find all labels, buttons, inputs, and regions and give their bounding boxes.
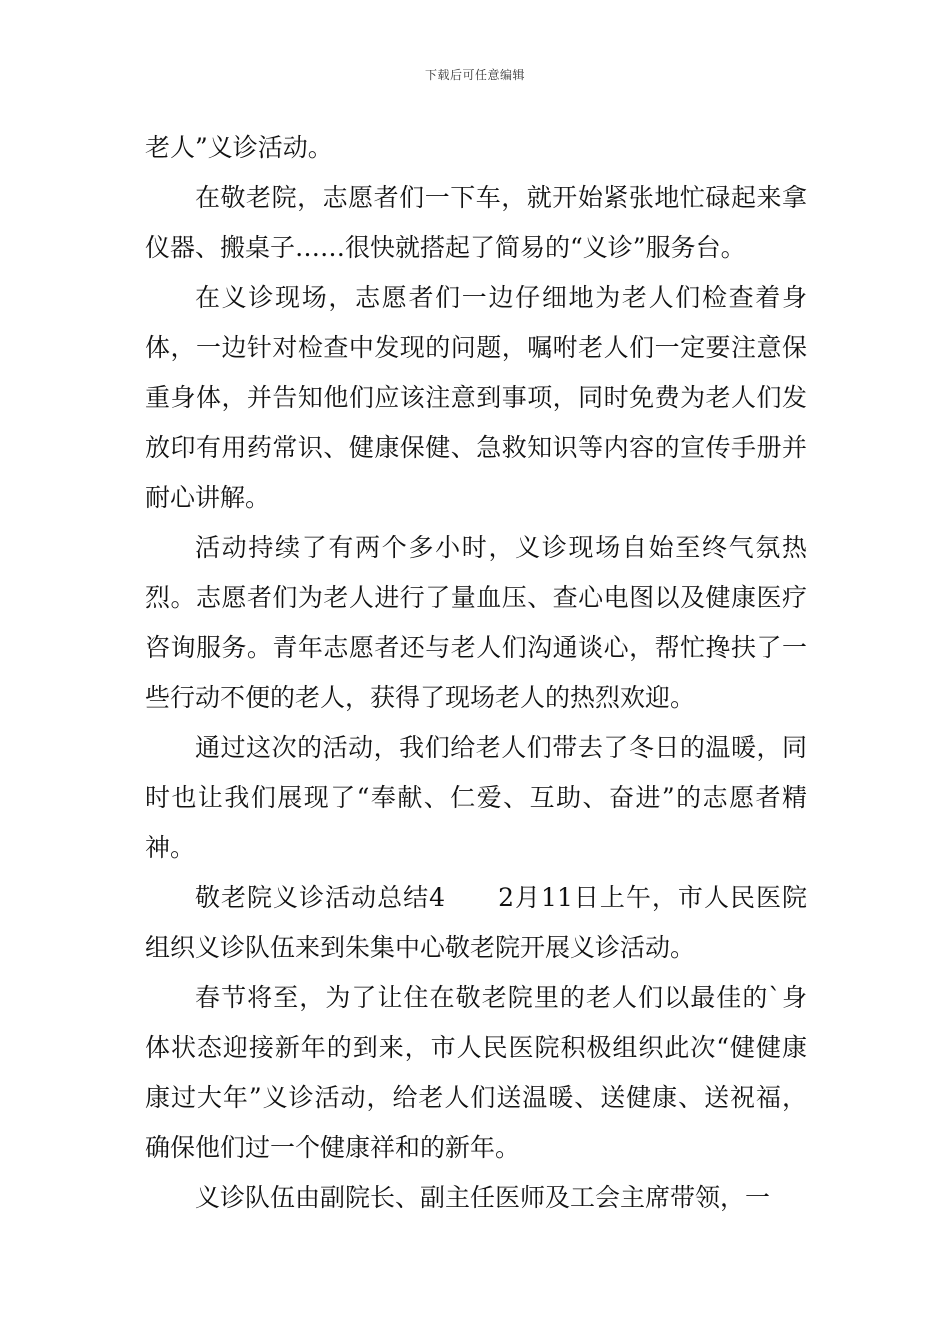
paragraph-3: 在义诊现场，志愿者们一边仔细地为老人们检查着身体，一边针对检查中发现的问题，嘱咐老人们一定要注意保重身体，并告知他们应该注意到事项，同时免费为老人们发放印有用药常识、健康保健、急救知识等内容的宣传手册并耐心讲解。 bbox=[145, 283, 807, 512]
paragraph-1: 老人”义诊活动。 bbox=[145, 133, 333, 162]
paragraph-5: 通过这次的活动，我们给老人们带去了冬日的温暖，同时也让我们展现了“奉献、仁爱、互助、奋进”的志愿者精神。 bbox=[145, 733, 807, 862]
paragraph-4: 活动持续了有两个多小时，义诊现场自始至终气氛热烈。志愿者们为老人进行了量血压、查心电图以及健康医疗咨询服务。青年志愿者还与老人们沟通谈心，帮忙搀扶了一些行动不便的老人，获得了现场老人的热烈欢迎。 bbox=[145, 533, 807, 712]
document-body bbox=[145, 123, 807, 1223]
paragraph-7: 春节将至，为了让住在敬老院里的老人们以最佳的`身体状态迎接新年的到来，市人民医院积极组织此次“健健康康过大年”义诊活动，给老人们送温暖、送健康、送祝福，确保他们过一个健康祥和的新年。 bbox=[145, 983, 807, 1162]
paragraph-6: 敬老院义诊活动总结4 2月11日上午，市人民医院组织义诊队伍来到朱集中心敬老院开展义诊活动。 bbox=[145, 883, 807, 962]
paragraph-8: 义诊队伍由副院长、副主任医师及工会主席带领，一 bbox=[195, 1183, 771, 1212]
paragraph-2: 在敬老院，志愿者们一下车，就开始紧张地忙碌起来拿仪器、搬桌子……很快就搭起了简易的“义诊”服务台。 bbox=[145, 183, 807, 262]
header-note: 下载后可任意编辑 bbox=[424, 68, 525, 82]
